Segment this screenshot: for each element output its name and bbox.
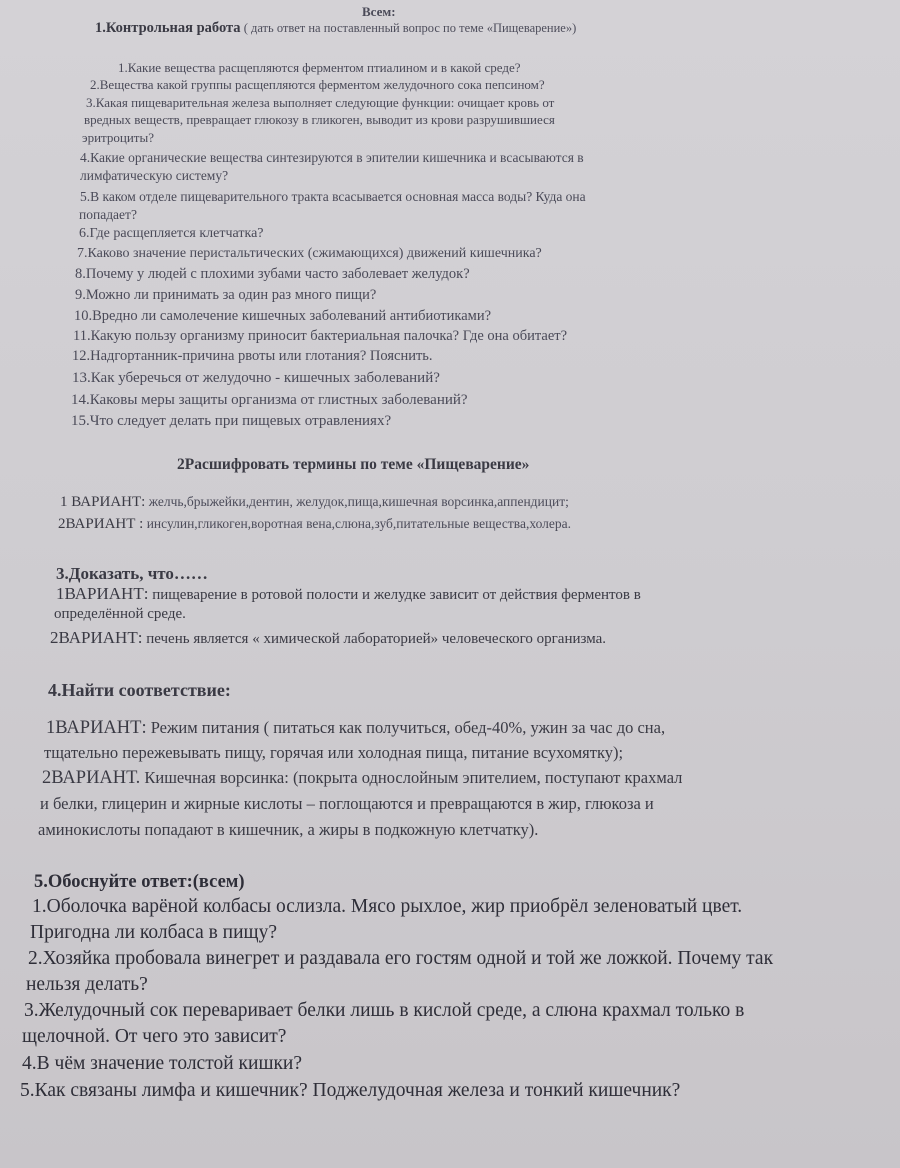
variant-label: 1ВАРИАНТ: [56, 584, 149, 603]
section-3-variant-2 [50, 628, 606, 648]
reasoning-question-line: нельзя делать? [26, 974, 148, 995]
question-line: 15.Что следует делать при пищевых отравлениях? [71, 413, 392, 429]
variant-label: 1 ВАРИАНТ: [60, 494, 146, 510]
variant-text: Режим питания ( питаться как получиться, обед-40%, ужин за час до сна, [146, 718, 666, 737]
reasoning-question-line: Пригодна ли колбаса в пищу? [30, 922, 277, 943]
section-2-variant-1 [60, 494, 569, 511]
question-line: эритроциты? [82, 130, 154, 145]
question-line: 1.Какие вещества расщепляются ферментом птиалином и в какой среде? [118, 60, 521, 75]
question-line: 10.Вредно ли самолечение кишечных заболеваний антибиотиками? [74, 308, 492, 324]
question-line: 11.Какую пользу организму приносит бактериальная палочка? Где она обитает? [73, 328, 568, 344]
section-4-variant-2-cont: аминокислоты попадают в кишечник, а жиры в подкожную клетчатку). [38, 820, 539, 839]
variant-text: инсулин,гликоген,воротная вена,слюна,зуб,питательные вещества,холера. [143, 516, 571, 531]
section-4-variant-2-cont: и белки, глицерин и жирные кислоты – поглощаются и превращаются в жир, глюкоза и [40, 794, 654, 813]
section-3-variant-1-cont: определённой среде. [54, 606, 186, 622]
reasoning-question-line: 3.Желудочный сок переваривает белки лишь в кислой среде, а слюна крахмал только в [24, 1000, 745, 1021]
section-4-variant-1-cont: тщательно пережевывать пищу, горячая или холодная пища, питание всухомятку); [44, 743, 624, 762]
reasoning-question-line: 4.В чём значение толстой кишки? [22, 1053, 303, 1074]
variant-label: 1ВАРИАНТ: [46, 718, 147, 738]
question-line: 7.Каково значение перистальтических (сжимающихся) движений кишечника? [77, 246, 542, 261]
question-line: 8.Почему у людей с плохими зубами часто заболевает желудок? [75, 266, 470, 282]
question-line: 3.Какая пищеварительная железа выполняет следующие функции: очищает кровь от [86, 95, 555, 110]
variant-label: 2ВАРИАНТ. [42, 768, 141, 788]
question-line: 14.Каковы меры защиты организма от глистных заболеваний? [71, 392, 468, 408]
variant-text: печень является « химической лабораторией» человеческого организма. [142, 631, 607, 647]
section-4-title: 4.Найти соответствие: [48, 680, 231, 700]
question-line: лимфатическую систему? [80, 168, 229, 183]
question-line: 4.Какие органические вещества синтезируются в эпителии кишечника и всасываются в [80, 150, 584, 165]
section-2-title: 2Расшифровать термины по теме «Пищеварение» [177, 456, 530, 473]
section-4-variant-2 [42, 768, 682, 789]
question-line: 9.Можно ли принимать за один раз много пищи? [75, 287, 377, 303]
question-line: 2.Вещества какой группы расщепляются ферментом желудочного сока пепсином? [90, 77, 545, 92]
variant-text: желчь,брыжейки,дентин, желудок,пища,кишечная ворсинка,аппендицит; [145, 494, 569, 509]
section-4-variant-1 [46, 718, 665, 739]
test-title [95, 20, 576, 37]
question-line: 5.В каком отделе пищеварительного тракта всасывается основная масса воды? Куда она [80, 189, 586, 204]
question-line: 13.Как уберечься от желудочно - кишечных заболеваний? [72, 370, 440, 386]
reasoning-question-line: 1.Оболочка варёной колбасы ослизла. Мясо рыхлое, жир приобрёл зеленоватый цвет. [32, 896, 743, 917]
question-line: вредных веществ, превращает глюкозу в гликоген, выводит из крови разрушившиеся [84, 112, 555, 127]
question-line: попадает? [79, 207, 137, 222]
variant-label: 2ВАРИАНТ : [58, 516, 144, 532]
question-line: 6.Где расщепляется клетчатка? [79, 226, 264, 241]
to-all-heading: Всем: [362, 4, 396, 19]
variant-text: Кишечная ворсинка: (покрыта однослойным эпителием, поступают крахмал [140, 768, 683, 787]
variant-label: 2ВАРИАНТ: [50, 628, 143, 647]
section-2-variant-2 [58, 516, 571, 533]
question-line: 12.Надгортанник-причина рвоты или глотания? Пояснить. [72, 348, 433, 364]
section-3-variant-1 [56, 584, 641, 604]
reasoning-question-line: 2.Хозяйка пробовала винегрет и раздавала его гостям одной и той же ложкой. Почему так [28, 948, 774, 969]
variant-text: пищеварение в ротовой полости и желудке зависит от действия ферментов в [148, 587, 641, 603]
section-5-title: 5.Обоснуйте ответ:(всем) [34, 872, 245, 892]
test-title-bold: 1.Контрольная работа [95, 20, 241, 36]
section-3-title: 3.Доказать, что…… [56, 564, 208, 583]
test-title-rest: ( дать ответ на поставленный вопрос по теме «Пищеварение») [240, 21, 577, 35]
reasoning-question-line: щелочной. От чего это зависит? [22, 1026, 287, 1047]
reasoning-question-line: 5.Как связаны лимфа и кишечник? Поджелудочная железа и тонкий кишечник? [20, 1080, 681, 1101]
